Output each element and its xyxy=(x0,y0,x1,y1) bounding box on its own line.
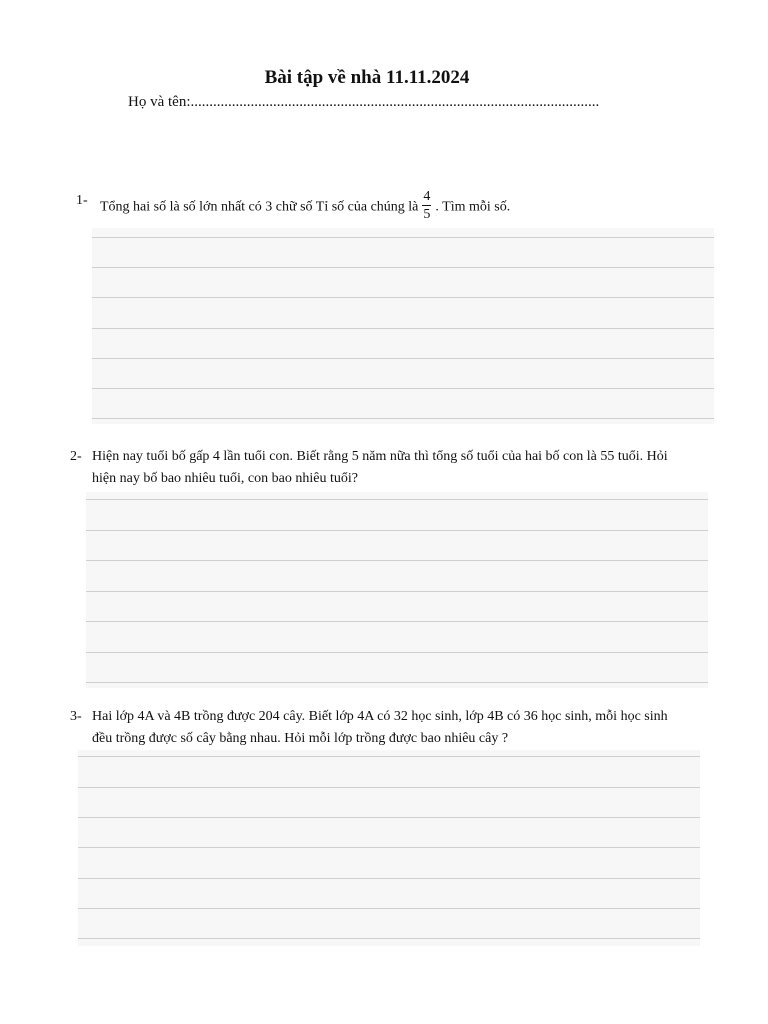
answer-line xyxy=(78,878,700,879)
name-label: Họ và tên: xyxy=(128,94,191,110)
answer-line xyxy=(78,938,700,939)
question-number: 3- xyxy=(70,709,82,724)
answer-line xyxy=(86,621,708,622)
question-1 xyxy=(76,186,716,226)
answer-line xyxy=(86,499,708,500)
answer-line xyxy=(78,817,700,818)
student-name-line xyxy=(128,92,599,112)
question-text-line-2: đều trồng được số cây bằng nhau. Hỏi mỗi lớp trồng được bao nhiêu cây ? xyxy=(92,731,509,746)
answer-line xyxy=(92,267,714,268)
answer-line xyxy=(86,652,708,653)
answer-line xyxy=(92,328,714,329)
fraction xyxy=(422,188,431,223)
question-number: 1- xyxy=(76,193,88,208)
question-3 xyxy=(70,706,740,754)
fraction-numerator: 4 xyxy=(423,189,431,204)
fraction-denominator: 5 xyxy=(423,207,431,222)
answer-area-3[interactable] xyxy=(78,750,700,946)
name-dots: ............................................................................................................. xyxy=(190,94,600,110)
answer-line xyxy=(78,908,700,909)
question-text xyxy=(100,190,510,225)
answer-line xyxy=(92,297,714,298)
answer-area-1[interactable] xyxy=(92,228,714,424)
answer-line xyxy=(92,418,714,419)
answer-line xyxy=(86,530,708,531)
answer-line xyxy=(92,388,714,389)
answer-area-2[interactable] xyxy=(86,492,708,688)
question-text-line-1: Hai lớp 4A và 4B trồng được 204 cây. Biết lớp 4A có 32 học sinh, lớp 4B có 36 học sinh, mỗi học sinh xyxy=(92,709,668,724)
answer-line xyxy=(92,237,714,238)
answer-line xyxy=(86,682,708,683)
question-text-line-1: Hiện nay tuổi bố gấp 4 lần tuổi con. Biết rằng 5 năm nữa thì tổng số tuổi của hai bố con là 55 tuổi. Hỏi xyxy=(92,449,668,464)
answer-line xyxy=(86,591,708,592)
page-title: Bài tập về nhà 11.11.2024 xyxy=(264,67,470,88)
question-2 xyxy=(70,446,740,494)
answer-line xyxy=(78,756,700,757)
answer-line xyxy=(78,847,700,848)
answer-line xyxy=(92,358,714,359)
answer-line xyxy=(78,787,700,788)
answer-line xyxy=(86,560,708,561)
question-number: 2- xyxy=(70,449,82,464)
question-text-before: Tổng hai số là số lớn nhất có 3 chữ số Tỉ số của chúng là xyxy=(100,199,419,215)
question-text-after: . Tìm mỗi số. xyxy=(435,199,511,215)
question-text-line-2: hiện nay bố bao nhiêu tuổi, con bao nhiêu tuổi? xyxy=(92,471,358,486)
